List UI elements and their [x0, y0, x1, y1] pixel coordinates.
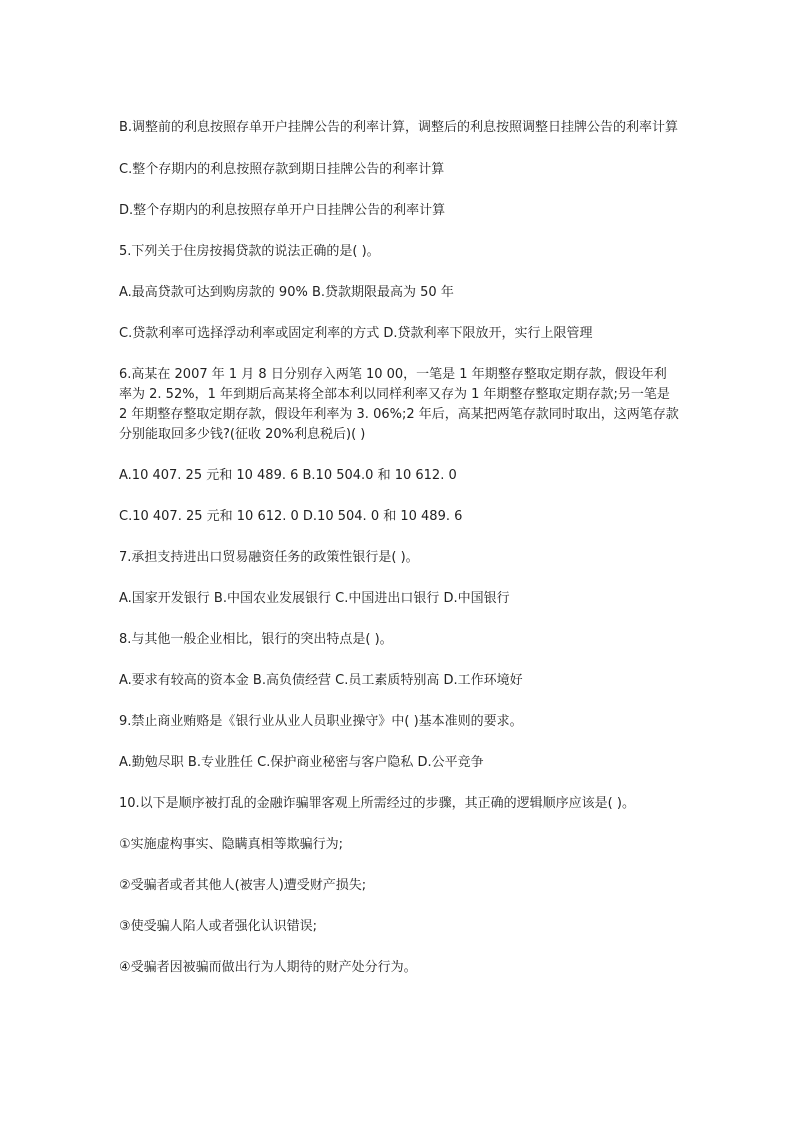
option-c-interest-maturity: C.整个存期内的利息按照存款到期日挂牌公告的利率计算 [119, 162, 445, 177]
question-10-step-4: ④受骗者因被骗而做出行为人期待的财产处分行为。 [119, 960, 417, 975]
option-d-interest-opening: D.整个存期内的利息按照存单开户日挂牌公告的利率计算 [119, 203, 446, 218]
document-body [119, 118, 679, 978]
question-6-options-ab: A.10 407. 25 元和 10 489. 6 B.10 504.0 和 10 612. 0 [119, 468, 457, 483]
question-9: 9.禁止商业贿赂是《银行业从业人员职业操守》中( )基本准则的要求。 [119, 714, 523, 729]
question-10-step-3: ③使受骗人陷人或者强化认识错误; [119, 919, 318, 934]
question-8: 8.与其他一般企业相比，银行的突出特点是( )。 [119, 632, 393, 647]
question-6: 6.高某在 2007 年 1 月 8 日分别存入两笔 10 00，一笔是 1 年期整存整取定期存款，假设年利率为 2. 52%，1 年到期后高某将全部本利以同样利率又存为 1 年期整存整取定期存款;另一笔是 2 年期整存整取定期存款，假设年利率为 3. 06%;2 年后，高某把两笔存款同时取出，这两笔存款分别能取回多少钱?(征收 20%利息税后)( ) [119, 367, 679, 442]
question-6-options-cd: C.10 407. 25 元和 10 612. 0 D.10 504. 0 和 10 489. 6 [119, 509, 463, 524]
option-b-interest-adjustment: B.调整前的利息按照存单开户挂牌公告的利率计算，调整后的利息按照调整日挂牌公告的利率计算 [119, 120, 679, 135]
question-7: 7.承担支持进出口贸易融资任务的政策性银行是( )。 [119, 550, 419, 565]
question-7-options: A.国家开发银行 B.中国农业发展银行 C.中国进出口银行 D.中国银行 [119, 591, 510, 606]
question-5: 5.下列关于住房按揭贷款的说法正确的是( )。 [119, 244, 380, 259]
question-5-options-cd: C.贷款利率可选择浮动利率或固定利率的方式 D.贷款利率下限放开，实行上限管理 [119, 326, 593, 341]
question-9-options: A.勤勉尽职 B.专业胜任 C.保护商业秘密与客户隐私 D.公平竞争 [119, 755, 484, 770]
question-10: 10.以下是顺序被打乱的金融诈骗罪客观上所需经过的步骤，其正确的逻辑顺序应该是( )。 [119, 796, 635, 811]
question-10-step-2: ②受骗者或者其他人(被害人)遭受财产损失; [119, 878, 367, 893]
question-10-step-1: ①实施虚构事实、隐瞒真相等欺骗行为; [119, 837, 344, 852]
question-8-options: A.要求有较高的资本金 B.高负债经营 C.员工素质特别高 D.工作环境好 [119, 673, 523, 688]
question-5-options-ab: A.最高贷款可达到购房款的 90% B.贷款期限最高为 50 年 [119, 285, 454, 300]
